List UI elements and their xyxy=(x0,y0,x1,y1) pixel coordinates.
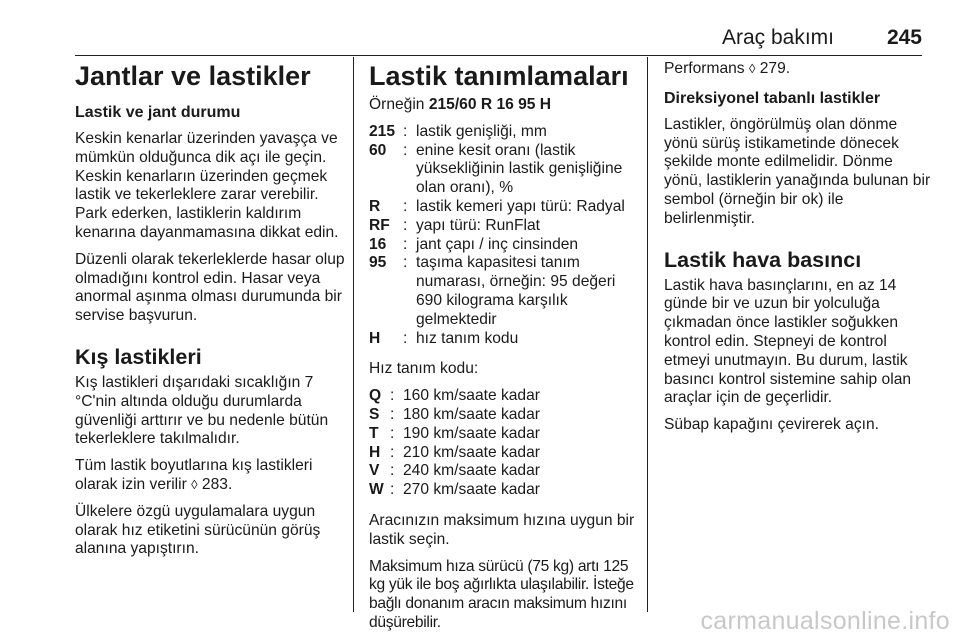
page-ref-link[interactable]: 279. xyxy=(759,60,791,77)
column-3 xyxy=(664,60,934,443)
paragraph xyxy=(75,457,345,495)
separator: : xyxy=(403,216,408,234)
code-key: 60 xyxy=(369,141,387,159)
code-desc: hız tanım kodu xyxy=(416,329,519,347)
code-key: 16 xyxy=(369,235,387,253)
paragraph: Keskin kenarlar üzerinden yavaşça ve mümkün olduğunca dik açı ile geçin. Keskin kenarların üzerinden geçmek lastik ve tekerleklere zarar verebilir. Park ederken, lastiklerin kaldırım kenarına dayanmamasına dikkat edin. xyxy=(75,130,339,241)
paragraph: Hız tanım kodu: xyxy=(369,360,479,378)
watermark: carmanualsonline.info xyxy=(700,607,950,635)
subheading-directional-tires: Direksiyonel tabanlı lastikler xyxy=(664,89,881,107)
code-key: RF xyxy=(369,216,390,234)
page-number: 245 xyxy=(886,26,922,49)
paragraph-text: Tüm lastik boyutlarına kış lastikleri olarak izin verilir xyxy=(75,457,313,493)
code-key: R xyxy=(369,197,381,215)
example-code: 215/60 R 16 95 H xyxy=(428,96,552,113)
page-ref-link[interactable]: 283. xyxy=(201,475,233,493)
speed-key: Q xyxy=(369,387,382,405)
speed-desc: 240 km/saate kadar xyxy=(403,462,540,480)
separator: : xyxy=(390,462,395,480)
separator: : xyxy=(403,141,408,159)
separator: : xyxy=(390,424,395,442)
example-line xyxy=(369,96,639,115)
separator: : xyxy=(390,405,395,423)
column-2 xyxy=(369,60,639,641)
speed-key: W xyxy=(369,481,384,499)
paragraph xyxy=(664,60,934,79)
page-ref-arrow-icon: ◊ xyxy=(191,476,198,492)
heading-tire-designations: Lastik tanımlamaları xyxy=(369,61,629,91)
heading-tire-pressure: Lastik hava basıncı xyxy=(664,247,862,272)
separator: : xyxy=(403,329,408,347)
separator: : xyxy=(403,122,408,140)
paragraph: Aracınızın maksimum hızına uygun bir lastik seçin. xyxy=(369,511,635,548)
column-1 xyxy=(75,60,345,567)
speed-key: S xyxy=(369,405,380,423)
heading-winter-tires: Kış lastikleri xyxy=(75,344,202,369)
speed-desc: 210 km/saate kadar xyxy=(403,443,540,461)
separator: : xyxy=(403,254,408,272)
separator: : xyxy=(390,443,395,461)
speed-key: V xyxy=(369,462,380,480)
speed-desc: 190 km/saate kadar xyxy=(403,424,540,442)
separator: : xyxy=(390,481,395,499)
section-title: Araç bakımı xyxy=(721,26,834,49)
code-key: H xyxy=(369,329,381,347)
header-rule xyxy=(75,55,922,56)
page-ref-arrow-icon: ◊ xyxy=(748,61,756,76)
separator: : xyxy=(403,235,408,253)
code-desc: yapı türü: RunFlat xyxy=(416,216,540,234)
paragraph: Sübap kapağını çevirerek açın. xyxy=(664,416,879,434)
paragraph: Düzenli olarak tekerleklerde hasar olup olmadığını kontrol edin. Hasar veya anormal aşınma olması durumunda bir servise başvurun. xyxy=(75,250,345,325)
speed-desc: 180 km/saate kadar xyxy=(403,405,540,423)
code-desc: lastik kemeri yapı türü: Radyal xyxy=(416,197,625,215)
example-prefix: Örneğin xyxy=(369,96,425,113)
speed-desc: 160 km/saate kadar xyxy=(403,387,540,405)
speed-desc: 270 km/saate kadar xyxy=(403,481,540,499)
subheading-tire-condition: Lastik ve jant durumu xyxy=(75,104,241,121)
column-divider-1 xyxy=(353,57,354,612)
code-desc: jant çapı / inç cinsinden xyxy=(416,235,579,253)
speed-key: T xyxy=(369,424,379,442)
paragraph: Ülkelere özgü uygulamalara uygun olarak hız etiketini sürücünün görüş alanına yapıştırın. xyxy=(75,502,321,558)
page-header xyxy=(75,26,922,56)
paragraph-text: Performans xyxy=(664,60,745,77)
code-key: 215 xyxy=(369,122,396,140)
speed-code-list xyxy=(369,387,639,500)
column-divider-2 xyxy=(647,57,648,612)
chapter-title: Jantlar ve lastikler xyxy=(75,61,311,91)
paragraph: Maksimum hıza sürücü (75 kg) artı 125 kg yük ile boş ağırlıkta ulaşılabilir. İsteğe bağlı donanım aracın maksimum hızını düşürebilir. xyxy=(369,557,634,631)
code-desc: enine kesit oranı (lastik yüksekliğinin lastik genişliğine olan oranı), % xyxy=(416,141,623,197)
separator: : xyxy=(403,197,408,215)
separator: : xyxy=(390,387,395,405)
paragraph: Lastik hava basınçlarını, en az 14 günde bir ve uzun bir yolculuğa çıkmadan önce lastikler soğukken kontrol edin. Stepneyi de kontrol etmeyi unutmayın. Bu durum, lastik basıncı kontrol sistemine sahip olan araçlar için de geçerlidir. xyxy=(664,276,912,407)
code-desc: lastik genişliği, mm xyxy=(416,122,547,140)
code-key: 95 xyxy=(369,254,387,272)
speed-key: H xyxy=(369,443,381,461)
tire-code-list xyxy=(369,123,639,349)
paragraph: Lastikler, öngörülmüş olan dönme yönü sürüş istikametinde dönecek şekilde monte edilmelidir. Dönme yönü, lastiklerin yanağında bulunan bir sembol (örneğin bir ok) ile belirlenmiştir. xyxy=(664,115,931,227)
code-desc: taşıma kapasitesi tanım numarası, örneğin: 95 değeri 690 kilograma karşılık gelmektedir xyxy=(416,254,616,328)
paragraph: Kış lastikleri dışarıdaki sıcaklığın 7 °C'nin altında olduğu durumlarda güvenliği arttırır ve bu nedenle bütün tekerleklere takılmalıdır. xyxy=(75,373,329,448)
